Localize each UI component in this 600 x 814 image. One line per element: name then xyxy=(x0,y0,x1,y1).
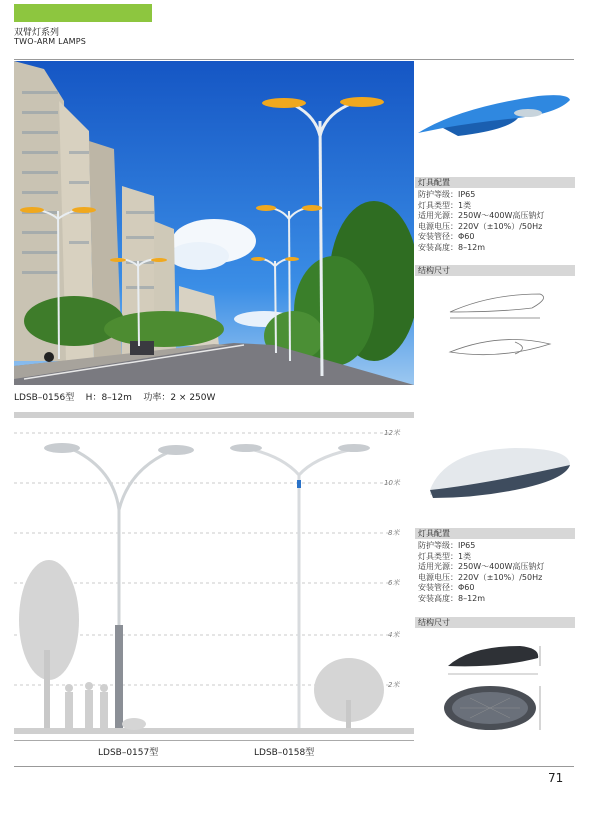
scale-label-2m: 2米 xyxy=(388,681,400,689)
model-caption-0156: LDSB–0156型 H：8–12m 功率：2 × 250W xyxy=(14,393,216,403)
structure-heading-2: 结构尺寸 xyxy=(415,617,575,628)
spec-list-2 xyxy=(418,541,544,605)
spec-list-1 xyxy=(418,190,544,254)
spec-item: 适用光源：250W～400W高压钠灯 xyxy=(418,562,545,572)
category-title-cn: 双臂灯系列 xyxy=(14,28,60,38)
model-caption-0157: LDSB–0157型 xyxy=(98,748,159,758)
spec-item: 防护等级：IP65 xyxy=(418,541,476,550)
spec-item: 安装高度：8–12m xyxy=(418,242,486,252)
config-heading-1: 灯具配置 xyxy=(415,177,575,188)
page-number: 71 xyxy=(548,771,564,785)
drawing-baseline xyxy=(14,740,414,741)
header-divider xyxy=(14,59,574,60)
scale-label-4m: 4米 xyxy=(388,631,400,639)
scale-label-12m: 12米 xyxy=(384,429,400,437)
spec-item: 安装管径：Φ60 xyxy=(418,583,475,593)
spec-item: 防护等级：IP65 xyxy=(418,190,476,199)
category-title-en: TWO-ARM LAMPS xyxy=(14,37,87,46)
spec-item: 安装管径：Φ60 xyxy=(418,232,475,242)
spec-item: 电源电压：220V（±10%）/50Hz xyxy=(418,221,543,231)
header-accent-bar xyxy=(14,4,152,22)
spec-item: 安装高度：8–12m xyxy=(418,593,486,603)
spec-item: 适用光源：250W～400W高压钠灯 xyxy=(418,211,545,221)
lamp-head-render-2 xyxy=(425,440,575,505)
pole-elevation-drawing xyxy=(14,420,414,740)
scale-label-10m: 10米 xyxy=(384,479,400,487)
structure-heading-1: 结构尺寸 xyxy=(415,265,575,276)
lamp-head-render-1 xyxy=(418,88,573,143)
model-caption-0158: LDSB–0158型 xyxy=(254,748,315,758)
spec-item: 电源电压：220V（±10%）/50Hz xyxy=(418,572,543,582)
config-heading-2: 灯具配置 xyxy=(415,528,575,539)
scale-label-6m: 6米 xyxy=(388,579,400,587)
footer-divider xyxy=(14,766,574,767)
structure-drawing-2 xyxy=(440,638,575,743)
scale-label-8m: 8米 xyxy=(388,529,400,537)
spec-item: 灯具类型：1类 xyxy=(418,200,472,210)
structure-drawing-1 xyxy=(440,282,570,377)
section-divider-band xyxy=(14,412,414,418)
spec-item: 灯具类型：1类 xyxy=(418,551,472,561)
street-photo xyxy=(14,61,414,385)
